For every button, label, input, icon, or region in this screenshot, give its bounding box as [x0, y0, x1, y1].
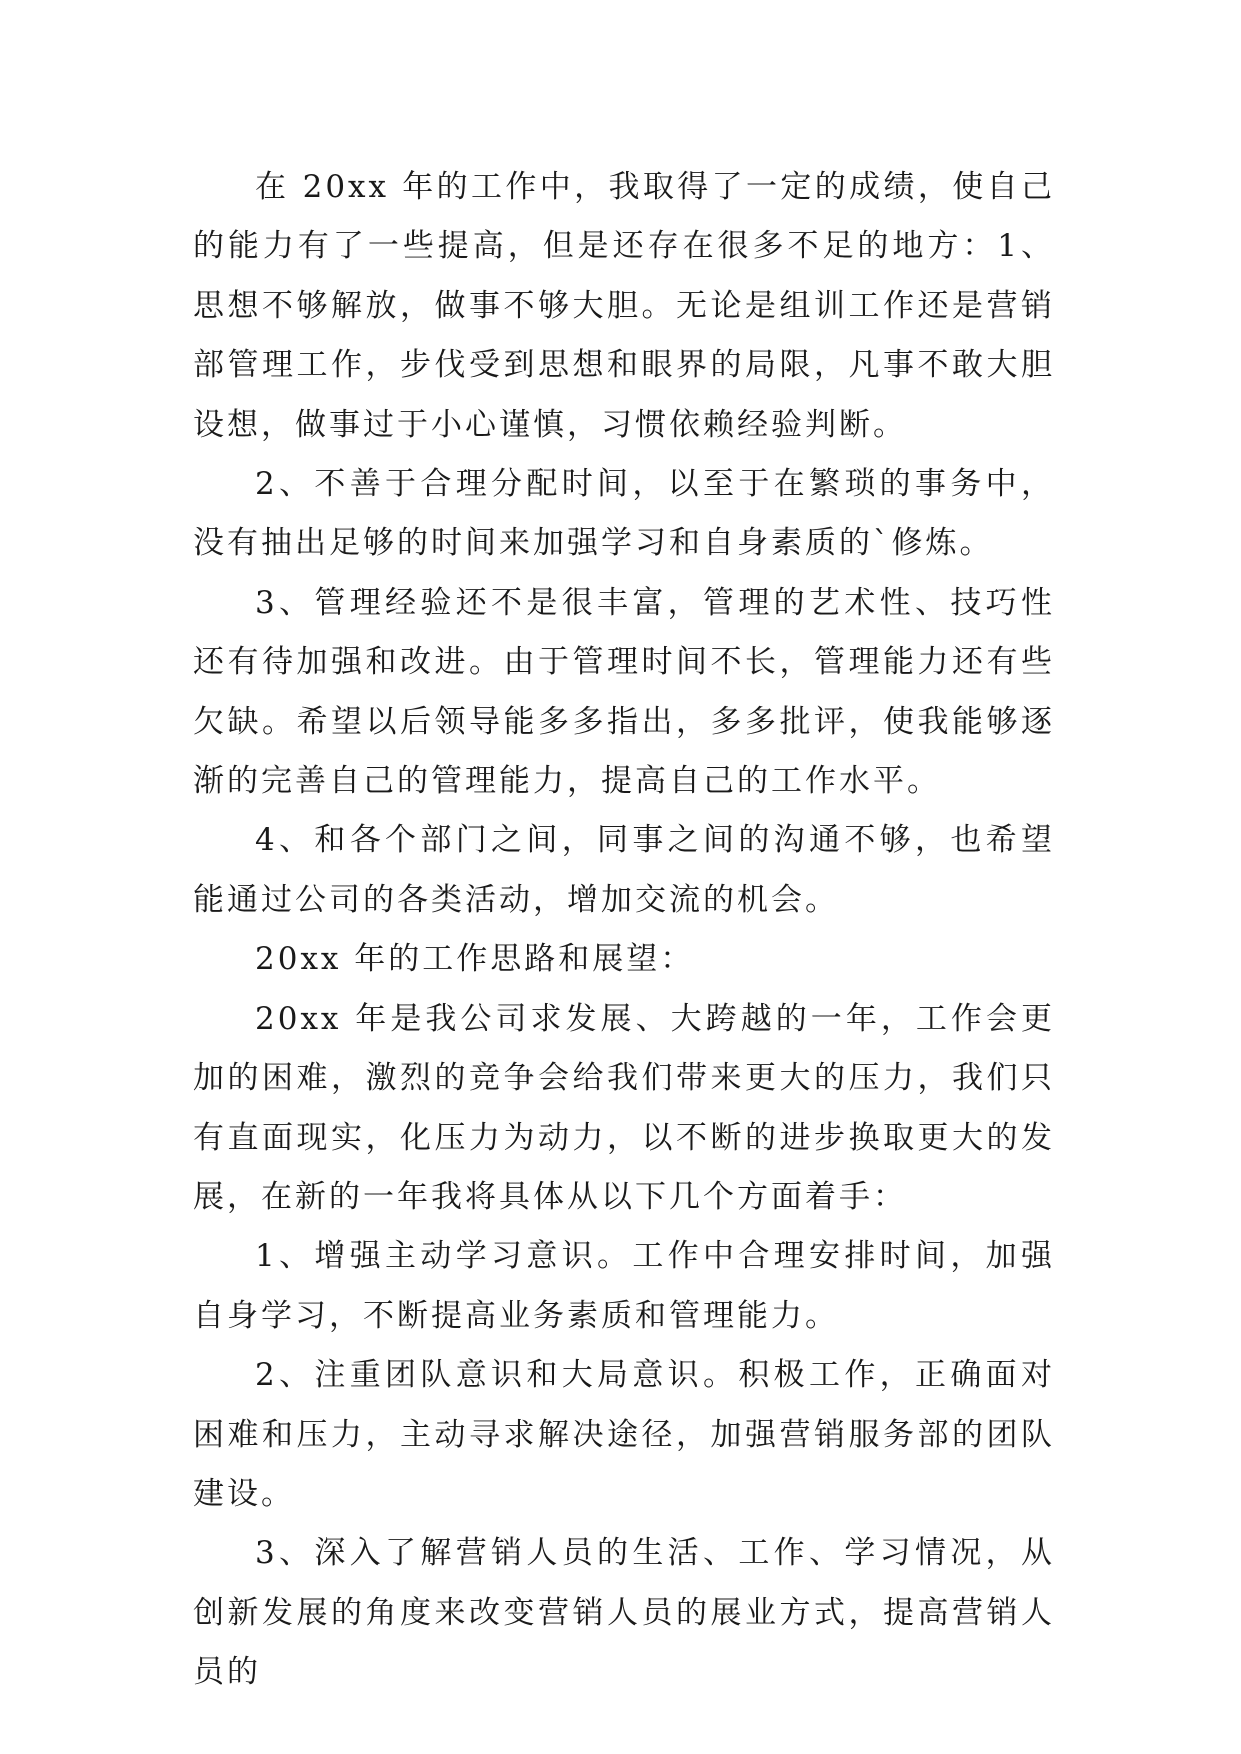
document-body [193, 158, 1055, 1703]
paragraph-shortcoming-2: 2、不善于合理分配时间，以至于在繁琐的事务中，没有抽出足够的时间来加强学习和自身素质的`修炼。 [193, 466, 1055, 562]
paragraph-outlook-intro: 20xx 年是我公司求发展、大跨越的一年，工作会更加的困难，激烈的竞争会给我们带来更大的压力，我们只有直面现实，化压力为动力，以不断的进步换取更大的发展，在新的一年我将具体从以下几个方面着手： [193, 1000, 1055, 1215]
paragraph-shortcoming-4: 4、和各个部门之间，同事之间的沟通不够，也希望能通过公司的各类活动，增加交流的机会。 [193, 822, 1055, 918]
paragraph-plan-3: 3、深入了解营销人员的生活、工作、学习情况，从创新发展的角度来改变营销人员的展业方式，提高营销人员的 [193, 1535, 1055, 1691]
paragraph-plan-2: 2、注重团队意识和大局意识。积极工作，正确面对困难和压力，主动寻求解决途径，加强营销服务部的团队建设。 [193, 1357, 1055, 1512]
paragraph-shortcomings-intro: 在 20xx 年的工作中，我取得了一定的成绩，使自己的能力有了一些提高，但是还存在很多不足的地方：1、思想不够解放，做事不够大胆。无论是组训工作还是营销部管理工作，步伐受到思想和眼界的局限，凡事不敢大胆设想，做事过于小心谨慎，习惯依赖经验判断。 [193, 169, 1055, 443]
paragraph-shortcoming-3: 3、管理经验还不是很丰富，管理的艺术性、技巧性还有待加强和改进。由于管理时间不长，管理能力还有些欠缺。希望以后领导能多多指出，多多批评，使我能够逐渐的完善自己的管理能力，提高自己的工作水平。 [193, 584, 1055, 800]
paragraph-outlook-heading: 20xx 年的工作思路和展望： [255, 941, 695, 978]
paragraph-plan-1: 1、增强主动学习意识。工作中合理安排时间，加强自身学习，不断提高业务素质和管理能力。 [193, 1238, 1055, 1334]
